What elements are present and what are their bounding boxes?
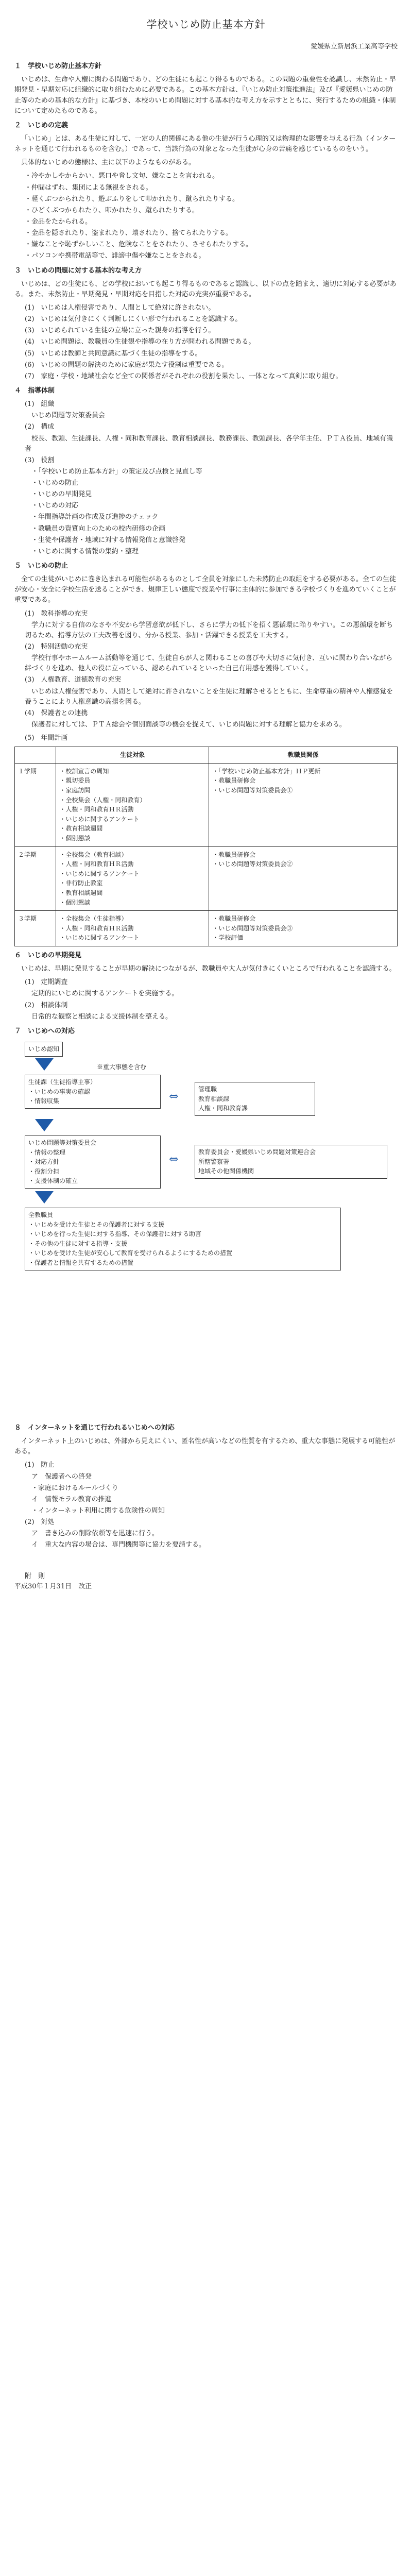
staff-cell: ・教職員研修会 ・いじめ問題等対策委員会③ ・学校評価 (209, 911, 398, 946)
node-title: 全教職員 (28, 1211, 54, 1218)
list-item: ・年間指導計画の作成及び進捗のチェック (25, 513, 159, 521)
list-item: ・家庭におけるルールづくり (25, 1484, 118, 1492)
list-item: ・軽くぶつかられたり、遊ぶふりをして叩かれたり、蹴られたりする。 (25, 195, 239, 203)
serious-note: ※重大事態を含む (97, 1063, 147, 1071)
annual-plan-table (14, 747, 398, 946)
list-item: (1) 組織 (25, 400, 55, 409)
section-3-heading: ３ いじめの問題に対する基本的な考え方 (14, 266, 142, 275)
list-item: ・いじめの早期発見 (25, 490, 92, 499)
list-item: (1) 教科指導の充実 (25, 609, 88, 618)
table-header: 教職員関係 (209, 747, 398, 764)
double-arrow-icon: ⇔ (169, 1090, 179, 1103)
list-item: (2) いじめは気付きにくく判断しにくい形で行われることを認識する。 (25, 315, 242, 324)
node-recognition: いじめ認知 (25, 1042, 63, 1057)
node-items: ・いじめを受けた生徒とその保護者に対する支援 ・いじめを行った生徒に対する指導、その保護者に対する助言 ・その他の生徒に対する指導・支援 ・いじめを受けた生徒が安心して教育を受けられるようにするための措置 ・保護者と情報を共有するための措置 (28, 1221, 233, 1266)
list-item: ・いじめの防止 (25, 479, 79, 487)
arrow-down-icon (35, 1119, 54, 1131)
list-item: (6) いじめの問題の解決のために家庭が果たす役割は重要である。 (25, 361, 229, 369)
list-item: ・仲間はずれ、集団による無視をされる。 (25, 183, 152, 192)
list-item: 学力に対する自信のなさや不安から学習意欲が低下し、さらに学力の低下を招く悪循環に陥りやすい。この悪循環を断ち切るため、指導方法の工夫改善を図り、分かる授業、参加・活躍できる授業を工夫する。 (25, 621, 393, 639)
node-title: いじめ問題等対策委員会 (28, 1139, 97, 1146)
list-item: (5) いじめは教師と共同意識に基づく生徒の指導をする。 (25, 349, 202, 358)
section-5-heading: ５ いじめの防止 (14, 562, 68, 570)
plan-caption: (5) 年間計画 (25, 734, 68, 742)
list-item: 保護者に対しては、ＰＴＡ総会や個別面談等の機会を捉えて、いじめ問題に対する理解と協力を求める。 (25, 721, 346, 729)
list-item: 学校行事やホームルーム活動等を通じて、生徒自らが人と関わることの喜びや大切さに気付き、互いに関わり合いながら絆づくりを進め、他人の役に立っている、認められているといった自己有用感を獲得していく。 (25, 654, 393, 673)
node-committee (25, 1136, 161, 1189)
arrow-down-icon (35, 1191, 54, 1204)
section-6-heading: ６ いじめの早期発見 (14, 951, 82, 959)
list-item: ・パソコンや携帯電話等で、誹謗中傷や嫌なことをされる。 (25, 252, 205, 260)
section-2-heading: ２ いじめの定義 (14, 121, 68, 129)
node-student-division (25, 1075, 161, 1109)
list-item: (3) いじめられている生徒の立場に立った親身の指導を行う。 (25, 327, 215, 335)
list-item: ・いじめに関する情報の集約・整理 (25, 547, 139, 555)
node-items: ・情報の整理 ・対応方針 ・役割分担 ・支援体制の確立 (28, 1148, 78, 1185)
section-6-list (25, 977, 398, 1022)
list-item: ・教職員の資質向上のための校内研修の企画 (25, 524, 166, 533)
term-cell: １学期 (15, 763, 56, 846)
list-item: (4) 保護者との連携 (25, 709, 88, 717)
response-flow-diagram (14, 1042, 398, 1413)
footer-heading: 附 則 (25, 1572, 45, 1580)
list-item: (2) 特別活動の充実 (25, 643, 88, 651)
section-8-heading: ８ インターネットを通じて行われるいじめへの対応 (14, 1423, 175, 1432)
list-item: (1) いじめは人権侵害であり、人間として絶対に許されない。 (25, 303, 215, 312)
list-item: いじめは人権侵害であり、人間として絶対に許されないことを生徒に理解させるとともに、生命尊重の精神や人権感覚を養うことにより人権意識の高揚を図る。 (25, 687, 393, 706)
section-2-text-2: 具体的ないじめの態様は、主に以下のようなものがある。 (21, 159, 196, 167)
node-title: 生徒課（生徒指導主事） (28, 1078, 97, 1086)
students-cell: ・校訓宣言の周知 ・親切委員 ・家庭訪問 ・全校集会（人権・同和教育） ・人権・同和教育ＨＲ活動 ・いじめに関するアンケート ・教育相談週間 ・個別懇談 (56, 763, 209, 846)
section-3-list (25, 303, 398, 382)
list-item: ・嫌なことや恥ずかしいこと、危険なことをされたり、させられたりする。 (25, 241, 253, 249)
list-item: 校長、教頭、生徒課長、人権・同和教育課長、教育相談課長、教務課長、教頭課長、各学年主任、ＰＴＡ役員、地域有識者 (25, 434, 393, 453)
list-item: いじめ問題等対策委員会 (25, 412, 106, 420)
footer (14, 1571, 398, 1592)
table-row (15, 763, 398, 846)
section-3-text: いじめは、どの生徒にも、どの学校においても起こり得るものであると認識し、以下の点を踏まえ、適切に対応する必要がある。また、未然防止・早期発見・早期対応を目指した対応の充実が重要である。 (14, 280, 397, 298)
list-item: ・生徒や保護者・地域に対する情報発信と意識啓発 (25, 536, 186, 544)
double-arrow-icon: ⇔ (169, 1153, 179, 1166)
list-item: ・冷やかしやからかい、悪口や脅し文句、嫌なことを言われる。 (25, 172, 219, 180)
list-item: (7) 家庭・学校・地域社会など全ての関係者がそれぞれの役割を果たし、一体となって真剣に取り組む。 (25, 372, 342, 380)
list-item: 定期的にいじめに関するアンケートを実施する。 (25, 990, 179, 998)
list-item: ・金品を隠されたり、盗まれたり、壊されたり、捨てられたりする。 (25, 229, 233, 238)
list-item: イ 情報モラル教育の推進 (25, 1495, 112, 1503)
list-item: ・ひどくぶつかられたり、叩かれたり、蹴られたりする。 (25, 206, 199, 214)
arrow-down-icon (35, 1058, 54, 1071)
section-5-list (25, 609, 398, 731)
list-item: ・「学校いじめ防止基本方針」の策定及び点検と見直し等 (25, 467, 202, 476)
section-4-list (25, 399, 398, 557)
list-item: 日常的な観察と相談による支援体制を整える。 (25, 1012, 173, 1021)
list-item: ア 書き込みの削除依頼等を迅速に行う。 (25, 1530, 159, 1538)
table-row (15, 846, 398, 911)
section-6-text: いじめは、早期に発見することが早期の解決につながるが、教職員や大人が気付きにくいところで行われることを認識する。 (21, 965, 396, 973)
list-item: ・いじめの対応 (25, 502, 79, 510)
node-items: ・いじめの事実の確認 ・情報収集 (28, 1088, 91, 1105)
section-1-heading: １ 学校いじめ防止基本方針 (14, 62, 102, 71)
footer-date: 平成30年１月31日 改正 (14, 1582, 92, 1590)
page-title: 学校いじめ防止基本方針 (146, 18, 266, 30)
students-cell: ・全校集会（生徒指導） ・人権・同和教育ＨＲ活動 ・いじめに関するアンケート (56, 911, 209, 946)
section-2-text: 「いじめ」とは、ある生徒に対して、一定の人的関係にある他の生徒が行う心理的又は物理的な影響を与える行為（インターネットを通じて行われるものを含む。）であって、当該行為の対象となった生徒が心身の苦痛を感じているものをいう。 (14, 134, 396, 154)
list-item: (2) 構成 (25, 423, 55, 431)
section-8-text: インターネット上のいじめは、外部から見えにくい、匿名性が高いなどの性質を有するため、重大な事態に発展する可能性がある。 (14, 1437, 396, 1456)
table-header (15, 747, 56, 764)
students-cell: ・全校集会（教育相談） ・人権・同和教育ＨＲ活動 ・いじめに関するアンケート ・非行防止教室 ・教育相談週間 ・個別懇談 (56, 846, 209, 911)
node-external: 教育委員会・愛媛県いじめ問題対策連合会 所轄警察署 地域その他関係機関 (195, 1145, 387, 1179)
section-7-heading: ７ いじめへの対応 (14, 1027, 75, 1035)
section-4-heading: ４ 指導体制 (14, 386, 55, 395)
list-item: (1) 防止 (25, 1461, 55, 1469)
table-header: 生徒対象 (56, 747, 209, 764)
table-row (15, 911, 398, 946)
list-item: (1) 定期調査 (25, 978, 68, 987)
node-admin: 管理職 教育相談課 人権・同和教育課 (195, 1082, 315, 1116)
staff-cell: ・「学校いじめ防止基本方針」ＨＰ更新 ・教職員研修会 ・いじめ問題等対策委員会① (209, 763, 398, 846)
term-cell: ２学期 (15, 846, 56, 911)
section-5-text: 全ての生徒がいじめに巻き込まれる可能性があるものとして全員を対象にした未然防止の取組をする必要がある。全ての生徒が安心・安全に学校生活を送ることができ、規律正しい態度で授業や行事に主体的に参加できる学校づくりを進めていくことが重要である。 (14, 575, 397, 604)
section-1-text: いじめは、生命や人権に関わる問題であり、どの生徒にも起こり得るものである。この問題の重要性を認識し、未然防止・早期発見・早期対応に組織的に取り組むために必要である。この基本方針は、『いじめ防止対策推進法』及び『愛媛県いじめの防止等のための基本的な方針』に基づき、本校のいじめ問題に対する基本的な考え方を示すとともに、実行するための組織・体制について定めたものである。 (14, 76, 397, 115)
list-item: (4) いじめ問題は、教職員の生徒観や指導の在り方が問われる問題である。 (25, 338, 255, 346)
list-item: ・インターネット利用に関する危険性の周知 (25, 1506, 165, 1515)
list-item: (2) 相談体制 (25, 1001, 68, 1009)
list-item: ア 保護者への啓発 (25, 1472, 92, 1481)
section-2-list (25, 171, 398, 261)
section-8-list (25, 1460, 398, 1550)
term-cell: ３学期 (15, 911, 56, 946)
node-all-staff (25, 1208, 341, 1270)
list-item: イ 重大な内容の場合は、専門機関等に協力を要請する。 (25, 1541, 206, 1549)
list-item: (3) 役割 (25, 456, 55, 464)
table-header-row (15, 747, 398, 764)
org-name: 愛媛県立新居浜工業高等学校 (310, 43, 398, 50)
staff-cell: ・教職員研修会 ・いじめ問題等対策委員会② (209, 846, 398, 911)
list-item: ・金品をたかられる。 (25, 217, 92, 226)
list-item: (2) 対処 (25, 1518, 55, 1527)
list-item: (3) 人権教育、道徳教育の充実 (25, 676, 122, 684)
